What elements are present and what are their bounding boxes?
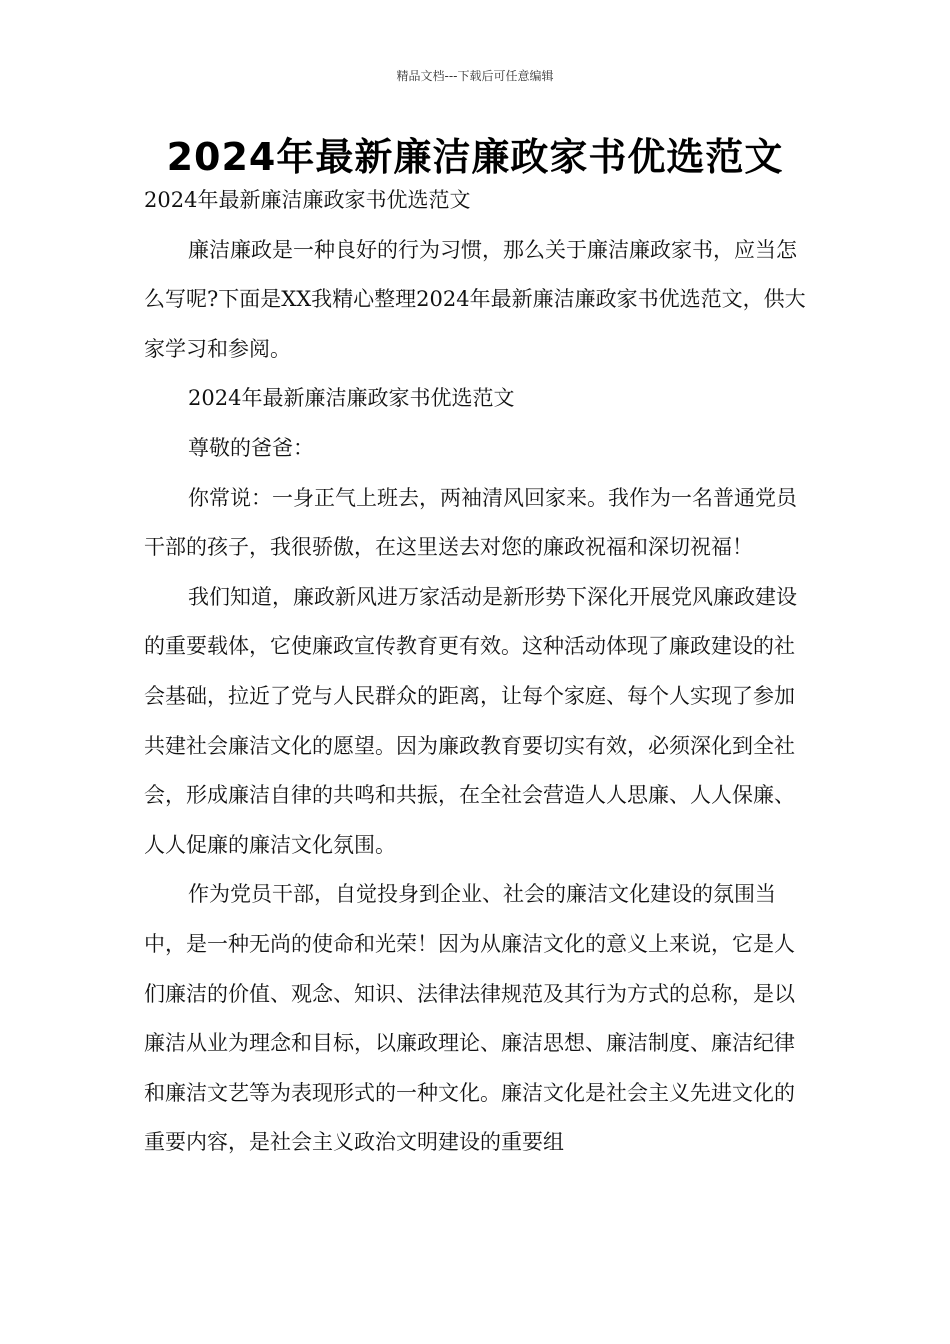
body-paragraph: 作为党员干部，自觉投身到企业、社会的廉洁文化建设的氛围当中，是一种无尚的使命和光荣！因为从廉洁文化的意义上来说，它是人们廉洁的价值、观念、知识、法律法律规范及其行为方式的总称，是以廉洁从业为理念和目标，以廉政理论、廉洁思想、廉洁制度、廉洁纪律和廉洁文艺等为表现形式的一种文化。廉洁文化是社会主义先进文化的重要内容，是社会主义政治文明建设的重要组 — [144, 882, 795, 1155]
salutation-paragraph: 尊敬的爸爸： — [188, 435, 314, 460]
document-body — [144, 176, 808, 1168]
document-title: 2024年最新廉洁廉政家书优选范文 — [166, 135, 784, 179]
section-heading-paragraph: 2024年最新廉洁廉政家书优选范文 — [188, 386, 515, 411]
subtitle-paragraph: 2024年最新廉洁廉政家书优选范文 — [144, 188, 471, 212]
body-paragraph: 你常说：一身正气上班去，两袖清风回家来。我作为一名普通党员干部的孩子，我很骄傲，在这里送去对您的廉政祝福和深切祝福！ — [144, 485, 797, 560]
body-paragraph: 我们知道，廉政新风进万家活动是新形势下深化开展党风廉政建设的重要载体，它使廉政宣传教育更有效。这种活动体现了廉政建设的社会基础，拉近了党与人民群众的距离，让每个家庭、每个人实现了参加共建社会廉洁文化的愿望。因为廉政教育要切实有效，必须深化到全社会，形成廉洁自律的共鸣和共振，在全社会营造人人思廉、人人保廉、人人促廉的廉洁文化氛围。 — [144, 584, 797, 857]
page-header-note: 精品文档---下载后可任意编辑 — [396, 69, 554, 83]
intro-paragraph: 廉洁廉政是一种良好的行为习惯，那么关于廉洁廉政家书，应当怎么写呢?下面是XX我精心整理2024年最新廉洁廉政家书优选范文，供大家学习和参阅。 — [144, 237, 806, 361]
